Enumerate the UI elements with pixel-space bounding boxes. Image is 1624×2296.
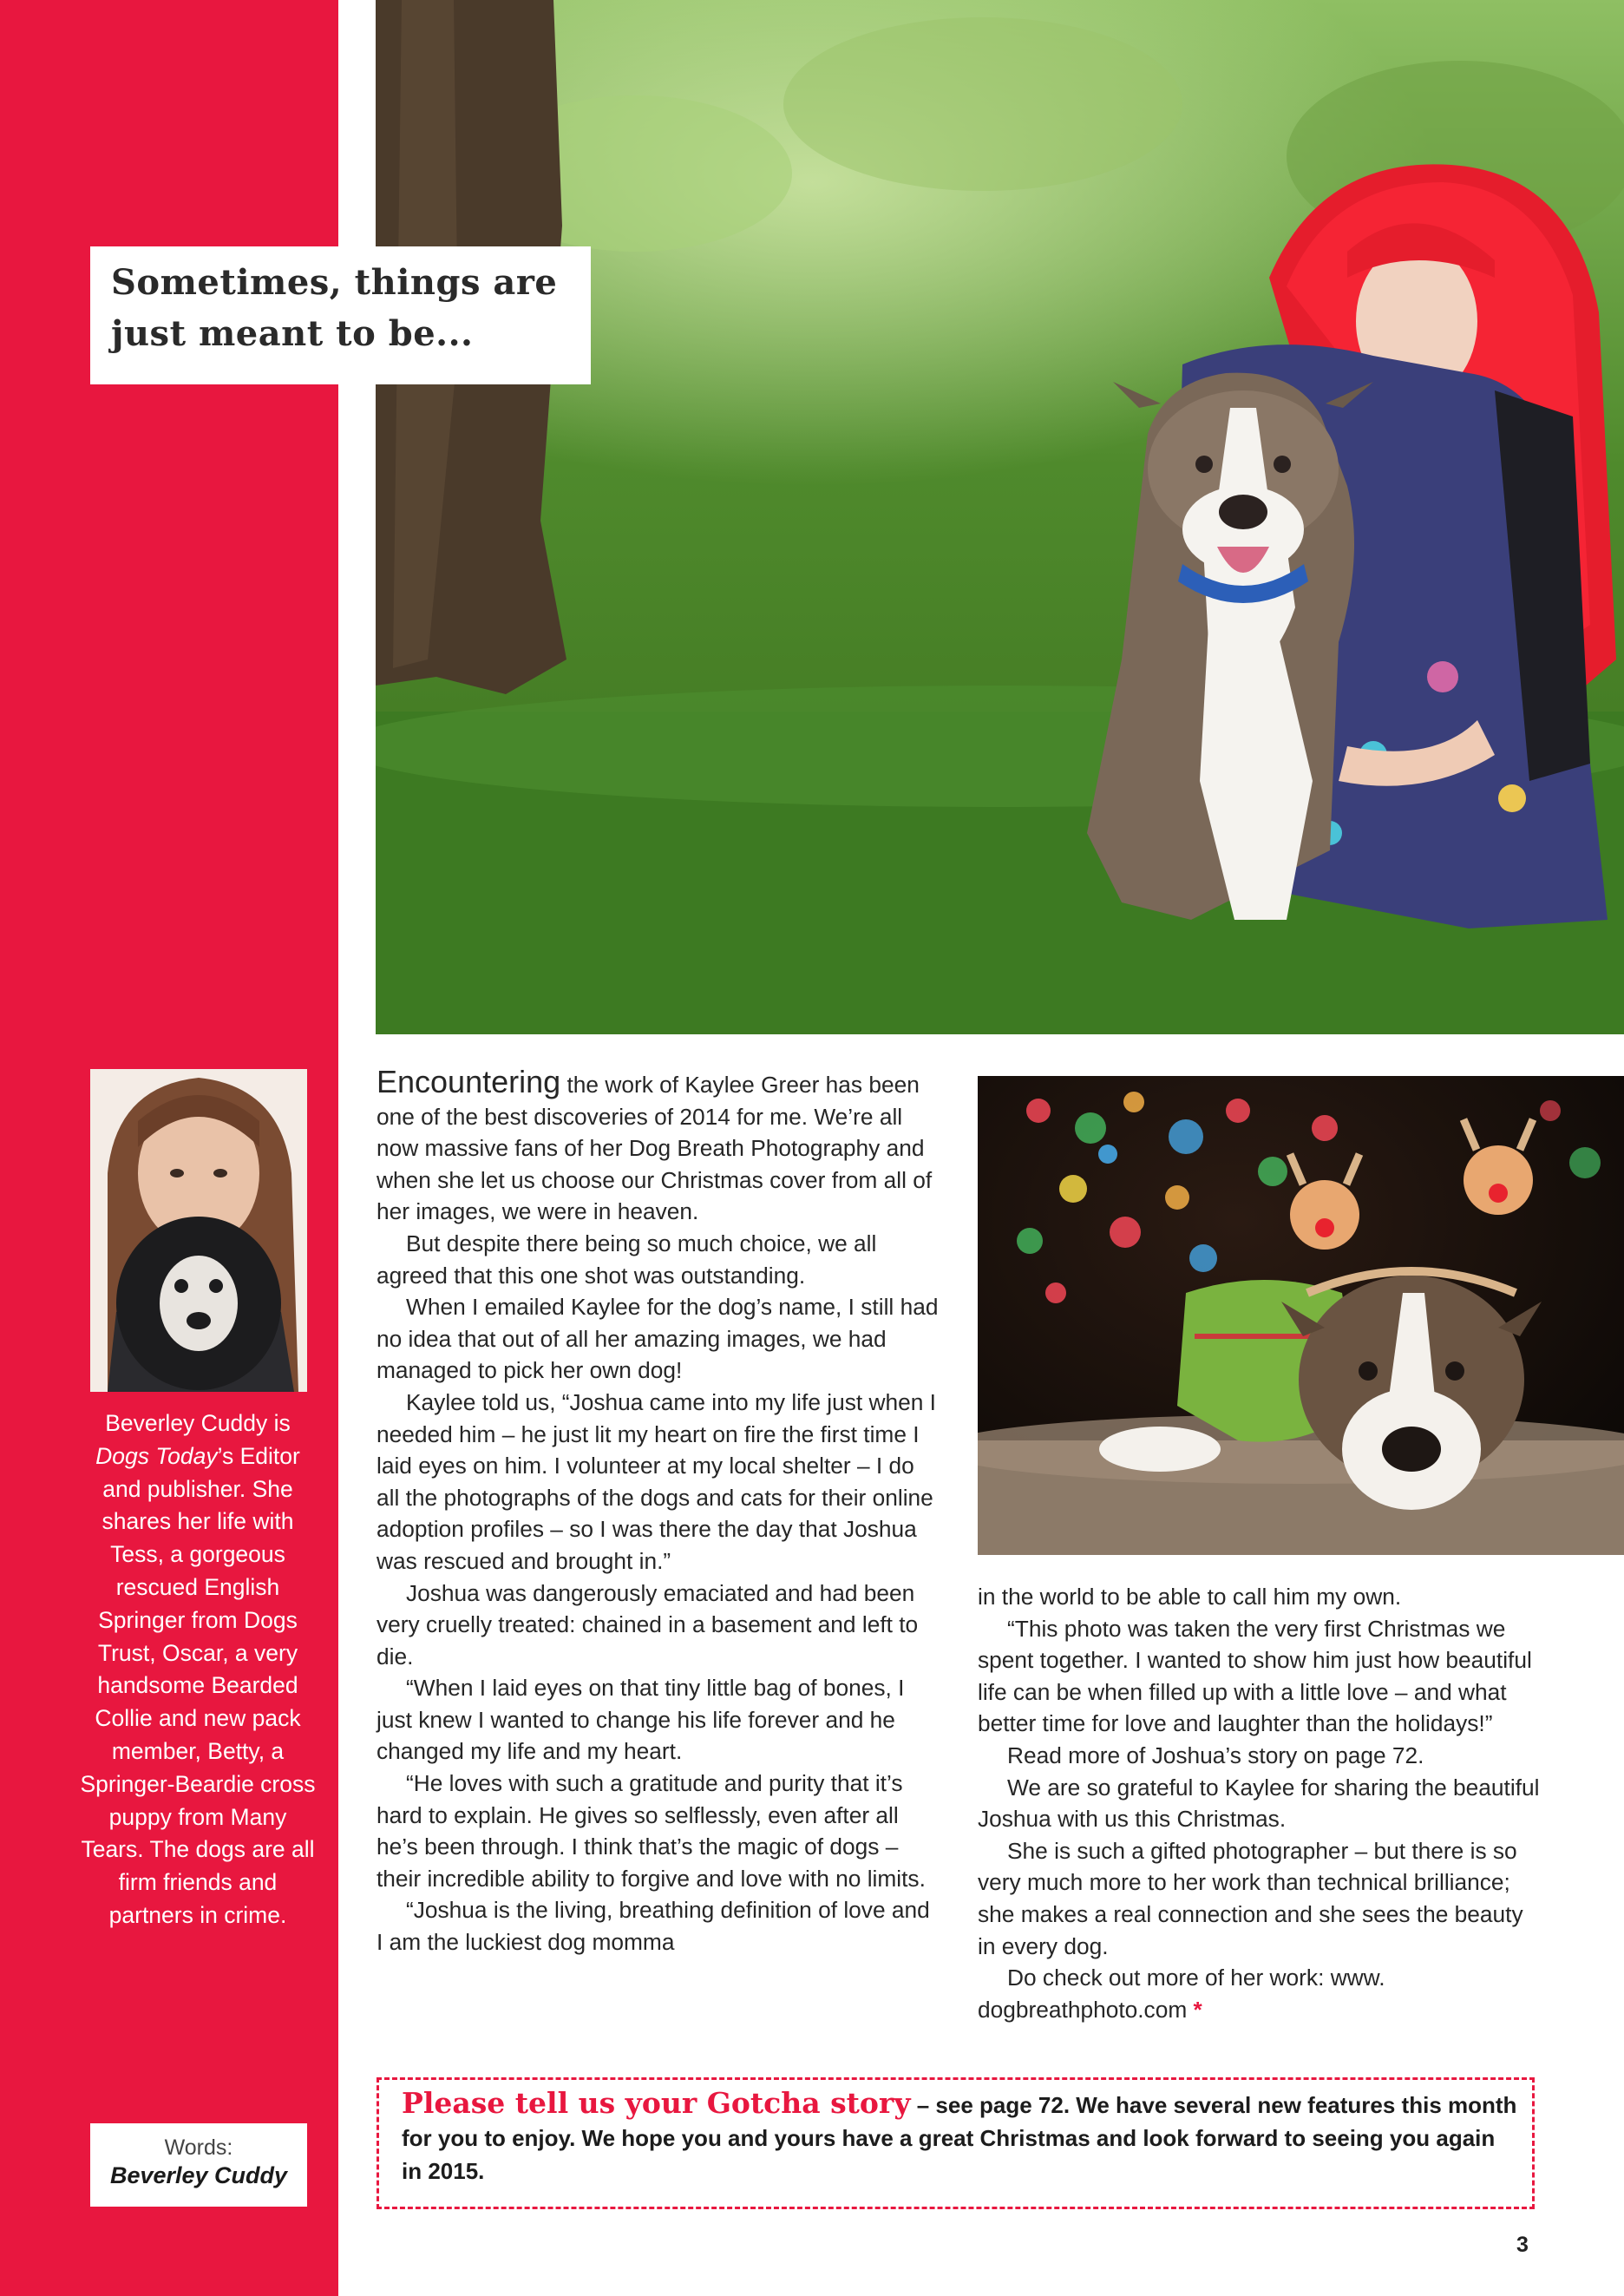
article-p2: But despite there being so much choice, we all agreed that this one shot was outstanding.: [377, 1230, 877, 1289]
article-p11: Read more of Joshua’s story on page 72.: [1007, 1742, 1424, 1768]
editor-portrait-illustration: [90, 1069, 307, 1392]
words-credit-box: [90, 2123, 307, 2207]
article-column-1: [377, 1066, 939, 1958]
lead-word: Encountering: [377, 1064, 561, 1099]
article-p4: Kaylee told us, “Joshua came into my life just when I needed him – he just lit my heart on fire the first time I laid eyes on him. I volunteer at my local shelter – I do all the photographs of the dogs and cats for their online adoption profiles – so I was there the day that Joshua was rescued and brought in.”: [377, 1388, 936, 1574]
article-paragraph-last: [978, 1962, 1540, 2025]
end-mark-icon: *: [1193, 1996, 1202, 2023]
article-p7: “He loves with such a gratitude and purity that it’s hard to explain. He gives so selflessly, even after all he’s been through. I think that’s the magic of dogs – their incredible ability to forgive and love with no limits.: [377, 1770, 926, 1892]
bio-name: Beverley Cuddy: [105, 1410, 268, 1436]
article-p12: We are so grateful to Kaylee for sharing the beautiful Joshua with us this Christmas.: [978, 1774, 1540, 1833]
christmas-dog-illustration: [978, 1076, 1624, 1555]
article-p6: “When I laid eyes on that tiny little bag of bones, I just knew I wanted to change his life forever and he changed my life and my heart.: [377, 1675, 905, 1765]
article-paragraph: [377, 1066, 939, 1228]
article-p14: Do check out more of her work: www. dogbreathphoto.com: [978, 1965, 1385, 2023]
article-p10: “This photo was taken the very first Christmas we spent together. I wanted to show him just how beautiful life can be when filled up with a little love – and what better time for love and laughter than the holidays!”: [978, 1615, 1532, 1737]
editor-bio: [76, 1407, 319, 1932]
article-p1: the work of Kaylee Greer has been one of the best discoveries of 2014 for me. We’re all now massive fans of her Dog Breath Photography and when she let us choose our Christmas cover from all of her images, we were in heaven.: [377, 1072, 933, 1225]
article-p5: Joshua was dangerously emaciated and had been very cruelly treated: chained in a basement and left to die.: [377, 1579, 919, 1670]
hero-photo: [376, 0, 1624, 1034]
callout-heading: Please tell us your Gotcha story: [402, 2086, 911, 2120]
callout-body: – see page 72. We have several new features this month for you to enjoy. We hope you and yours have a great Christmas and look forward to seeing you again in 2015.: [402, 2092, 1517, 2184]
headline: Sometimes, things are just meant to be...: [111, 262, 558, 354]
bio-is: is: [273, 1410, 291, 1436]
page-number: 3: [1516, 2233, 1529, 2257]
article-p9: in the world to be able to call him my own.: [978, 1584, 1402, 1610]
article-p8: “Joshua is the living, breathing definition of love and I am the luckiest dog momma: [377, 1897, 930, 1956]
bio-publication: Dogs Today: [95, 1442, 218, 1469]
callout-text: [402, 2087, 1521, 2188]
editor-portrait-photo: [90, 1069, 307, 1392]
bio-rest: ’s Editor and publisher. She shares her life with Tess, a gorgeous rescued English Springer from Dogs Trust, Oscar, a very handsome Bearded Collie and new pack member, Betty, a Springer-Beardie cross puppy from Many Tears. The dogs are all firm friends and partners in crime.: [80, 1442, 316, 1928]
words-author: Beverley Cuddy: [109, 2162, 288, 2188]
christmas-dog-photo: [978, 1076, 1624, 1555]
hero-photo-illustration: [376, 0, 1624, 1034]
words-label: Words:: [164, 2135, 233, 2160]
article-p13: She is such a gifted photographer – but there is so very much more to her work than technical brilliance; she makes a real connection and she sees the beauty in every dog.: [978, 1837, 1523, 1959]
article-column-2: [978, 1581, 1540, 2025]
article-p3: When I emailed Kaylee for the dog’s name, I still had no idea that out of all her amazing images, we had managed to pick her own dog!: [377, 1294, 939, 1384]
